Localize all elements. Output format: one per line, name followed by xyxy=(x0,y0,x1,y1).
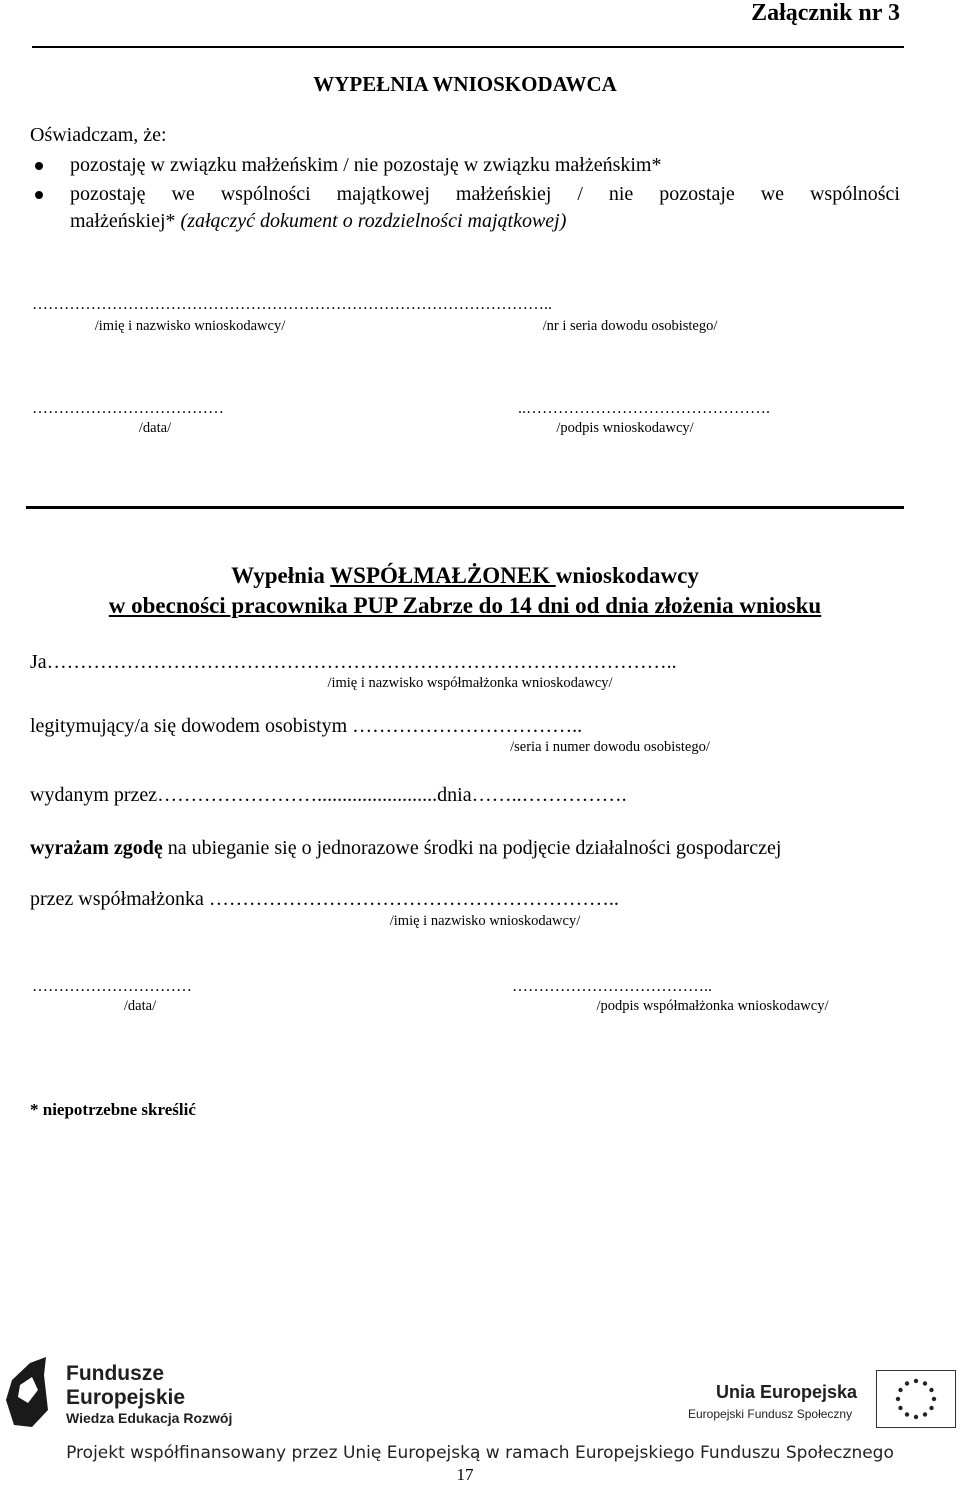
label-id-number: /nr i seria dowodu osobistego/ xyxy=(542,318,718,334)
consent-rest: na ubieganie się o jednorazowe środki na podjęcie działalności gospodarczej xyxy=(162,837,782,859)
fe-line2: Europejskie xyxy=(66,1386,186,1409)
date-dots-1: ……………………………… xyxy=(32,400,224,417)
date-dots-2: ………………………… xyxy=(32,978,192,995)
label-id-series: /seria i numer dowodu osobistego/ xyxy=(510,739,710,755)
intro-text: Oświadczam, że: xyxy=(30,124,167,146)
header-rule xyxy=(32,46,904,48)
sign-dots-1: ..………………………………………. xyxy=(518,400,770,417)
bullet-item-2-note: (załączyć dokument o rozdzielności majątkowej) xyxy=(180,210,567,232)
section-divider xyxy=(26,506,904,509)
spouse-name-line: Ja………………………………………………………………………………….. xyxy=(30,651,677,673)
label-spouse-signature: /podpis współmałżonka wnioskodawcy/ xyxy=(596,998,829,1014)
unia-europejska-logo xyxy=(680,1370,958,1432)
section1-title: WYPEŁNIA WNIOSKODAWCA xyxy=(313,72,617,96)
eu-flag-icon xyxy=(876,1370,956,1428)
fe-star-icon xyxy=(2,1355,52,1435)
fundusze-europejskie-logo xyxy=(0,1350,240,1430)
annex-label: Załącznik nr 3 xyxy=(751,0,900,26)
label-spouse-name: /imię i nazwisko współmałżonka wnioskodawcy/ xyxy=(327,675,613,691)
consent-line xyxy=(30,837,781,860)
bullet-item-1: pozostaję w związku małżeńskim / nie pozostaję w związku małżeńskim* xyxy=(70,154,662,176)
section2-title-spouse: WSPÓŁMAŁŻONEK xyxy=(330,563,556,588)
id-document-line: legitymujący/a się dowodem osobistym …………………………….. xyxy=(30,715,583,737)
ue-line2: Europejski Fundusz Społeczny xyxy=(688,1407,853,1421)
section2-title-c: wnioskodawcy xyxy=(555,563,699,588)
footnote: * niepotrzebne skreślić xyxy=(30,1100,196,1119)
section2-title-a: Wypełnia xyxy=(231,563,331,588)
ue-line1: Unia Europejska xyxy=(716,1382,858,1402)
label-applicant-signature: /podpis wnioskodawcy/ xyxy=(556,420,694,436)
sign-dots-2: ……………………………….. xyxy=(512,978,712,995)
consent-bold: wyrażam zgodę xyxy=(30,837,163,859)
bullet-item-2-text: małżeńskiej* xyxy=(70,210,181,232)
issued-by-line: wydanym przez……………………........................dnia……..……………. xyxy=(30,784,627,806)
bullet-dot-2 xyxy=(35,191,43,199)
signature-dots-line: …………………………………………………………………………………….. xyxy=(32,296,552,313)
label-applicant-name-2: /imię i nazwisko wnioskodawcy/ xyxy=(389,913,581,929)
bullet-item-2-line2 xyxy=(70,210,566,233)
bullet-dot-1 xyxy=(35,162,43,170)
fe-line1: Fundusze xyxy=(66,1362,164,1385)
label-applicant-name: /imię i nazwisko wnioskodawcy/ xyxy=(94,318,286,334)
fe-line3: Wiedza Edukacja Rozwój xyxy=(66,1410,233,1426)
section2-title-line2: w obecności pracownika PUP Zabrze do 14 dni od dnia złożenia wniosku xyxy=(108,593,822,618)
section2-title-line1 xyxy=(0,563,930,589)
page-number: 17 xyxy=(456,1465,474,1484)
label-date-1: /data/ xyxy=(138,420,172,436)
by-spouse-line: przez współmałżonka …………………………………………………….. xyxy=(30,888,619,910)
label-date-2: /data/ xyxy=(123,998,157,1014)
project-funding-text: Projekt współfinansowany przez Unię Europejską w ramach Europejskiego Funduszu Społecznego xyxy=(66,1443,894,1463)
bullet-item-2-line1: pozostaję we wspólności majątkowej małżeńskiej / nie pozostaje we wspólności xyxy=(70,183,900,205)
